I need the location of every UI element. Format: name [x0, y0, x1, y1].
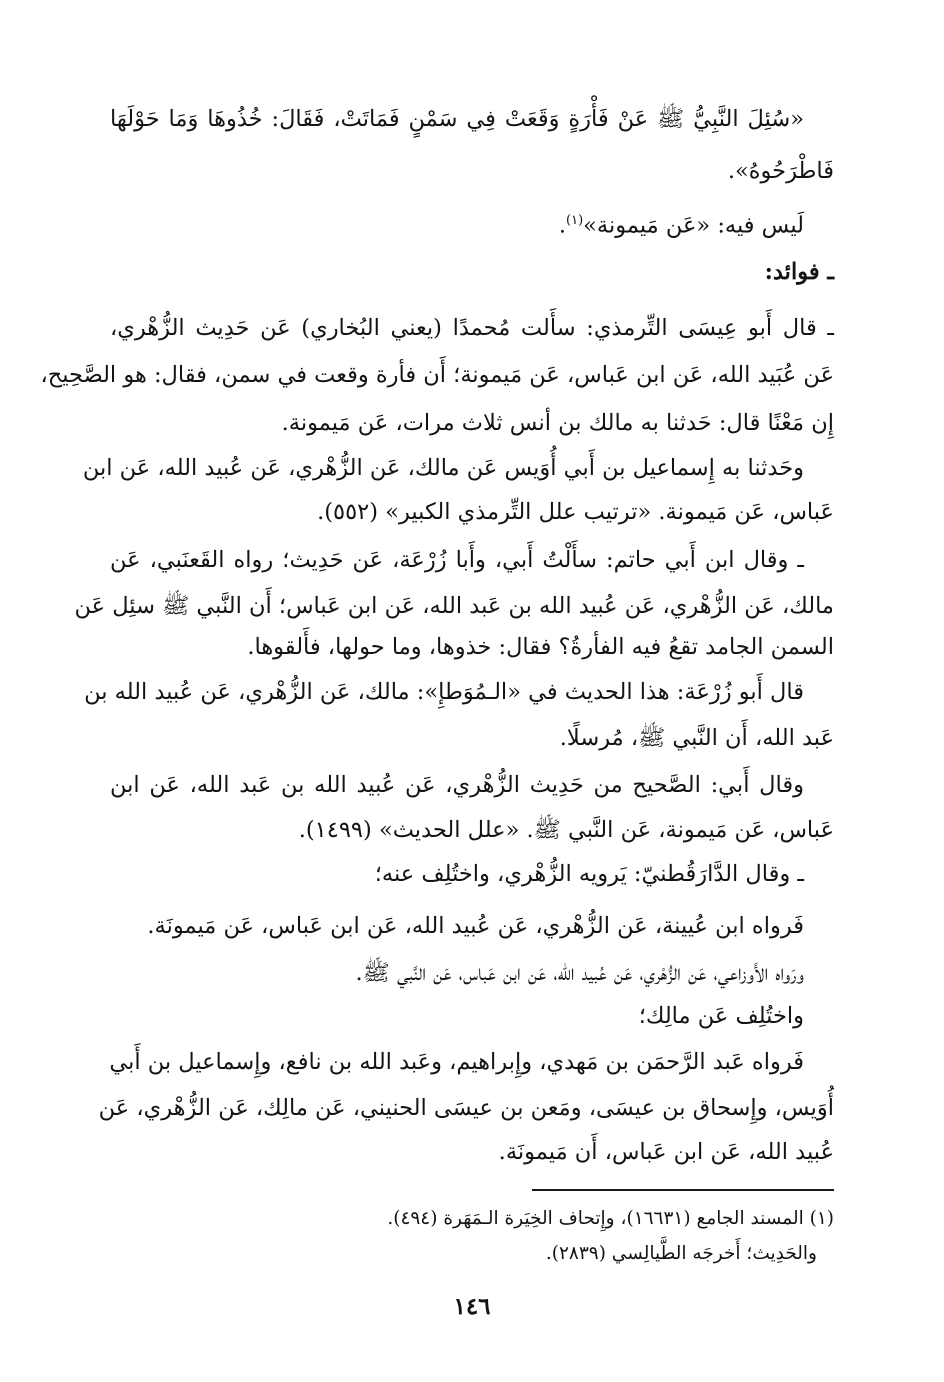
- paragraph-line: عَباس، عَن مَيمونة، عَن النَّبي ﷺ. «علل الحديث» (١٤٩٩).: [298, 817, 834, 843]
- paragraph-line: ورَواه الأَوزاعي، عَن الزُّهْري، عَن عُبيد الله، عَن ابن عَباس، عَن النَّبي ﷺ.: [355, 960, 804, 986]
- paragraph-line: عَبد الله، أَن النَّبي ﷺ، مُرسلًا.: [559, 725, 834, 751]
- paragraph-line: السمن الجامد تقعُ فيه الفأرةُ؟ فقال: خذوها، وما حولها، فأَلقوها.: [247, 634, 834, 660]
- note-end: .: [558, 212, 566, 239]
- paragraph-line: فَرواه ابن عُيينة، عَن الزُّهْري، عَن عُبيد الله، عَن ابن عَباس، عَن مَيمونَة.: [147, 913, 804, 939]
- paragraph-line: عَن عُبَيد الله، عَن ابن عَباس، عَن مَيمونة؛ أَن فأرة وقعت في سمن، فقال: هو الصَّحِيح،: [40, 362, 834, 388]
- paragraph-line: عَباس، عَن مَيمونة. «ترتيب علل التِّرمذي الكبير» (٥٥٢).: [317, 499, 834, 525]
- footnote: والحَدِيث؛ أَخرجَه الطَّيالِسي (٢٨٣٩).: [545, 1243, 817, 1264]
- paragraph-note: [559, 205, 804, 242]
- page-number: ١٤٦: [453, 1293, 491, 1320]
- paragraph-hadith-line: فَاطْرَحُوهُ».: [727, 158, 834, 184]
- paragraph-line: ـ وقال الدَّارَقُطنيّ: يَرويه الزُّهْري، واختُلِف عنه؛: [374, 861, 804, 887]
- paragraph-hadith-line: «سُئِلَ النَّبِيُّ ﷺ عَنْ فَأْرَةٍ وَقَعَتْ فِي سَمْنٍ فَمَاتَتْ، فَقَالَ: خُذُوهَا وَمَا حَوْلَهَا: [110, 106, 804, 132]
- paragraph-line: مالك، عَن الزُّهْري، عَن عُبيد الله بن عَبد الله، عَن ابن عَباس؛ أَن النَّبي ﷺ سئِل عَن: [74, 593, 834, 619]
- section-heading: ـ فوائد:: [764, 259, 834, 285]
- paragraph-line: عُبيد الله، عَن ابن عَباس، أَن مَيمونَة.: [498, 1139, 834, 1165]
- paragraph-line: إِن مَعْنًا قال: حَدثنا به مالك بن أنس ثلاث مرات، عَن مَيمونة.: [281, 410, 834, 436]
- paragraph-line: واختُلِف عَن مالِك؛: [638, 1003, 804, 1029]
- paragraph-line: وحَدثنا به إِسماعيل بن أَبي أُوَيس عَن مالك، عَن الزُّهْري، عَن عُبيد الله، عَن ابن: [82, 455, 804, 481]
- paragraph-line: ـ وقال ابن أَبي حاتم: سأَلْتُ أَبي، وأَبا زُرْعَة، عَن حَدِيث؛ رواه القَعنَبي، عَن: [110, 547, 804, 573]
- paragraph-line: ـ قال أَبو عِيسَى التِّرمذي: سأَلت مُحمدًا (يعني البُخاري) عَن حَدِيث الزُّهْري،: [110, 315, 834, 341]
- paragraph-line: وقال أَبي: الصَّحيح من حَدِيث الزُّهْري، عَن عُبيد الله بن عَبد الله، عَن ابن: [110, 772, 804, 798]
- note-text: لَيس فيه: «عَن مَيمونة»: [583, 212, 804, 239]
- paragraph-line: فَرواه عَبد الرَّحمَن بن مَهدي، وإِبراهيم، وعَبد الله بن نافع، وإِسماعيل بن أَبي: [109, 1049, 804, 1075]
- footnote-separator: [532, 1189, 834, 1191]
- paragraph-line: قال أَبو زُرْعَة: هذا الحديث في «الـمُوَطإِ»: مالك، عَن الزُّهْري، عَن عُبيد الله بن: [84, 679, 804, 705]
- footnote: (١) المسند الجامع (١٦٦٣١)، وإِتحاف الخِيَرة الـمَهَرة (٤٩٤).: [387, 1208, 834, 1229]
- footnote-marker: (١): [566, 213, 584, 228]
- paragraph-line: أُوَيس، وإِسحاق بن عيسَى، ومَعن بن عيسَى الحنيني، عَن مالِك، عَن الزُّهْري، عَن: [98, 1095, 834, 1121]
